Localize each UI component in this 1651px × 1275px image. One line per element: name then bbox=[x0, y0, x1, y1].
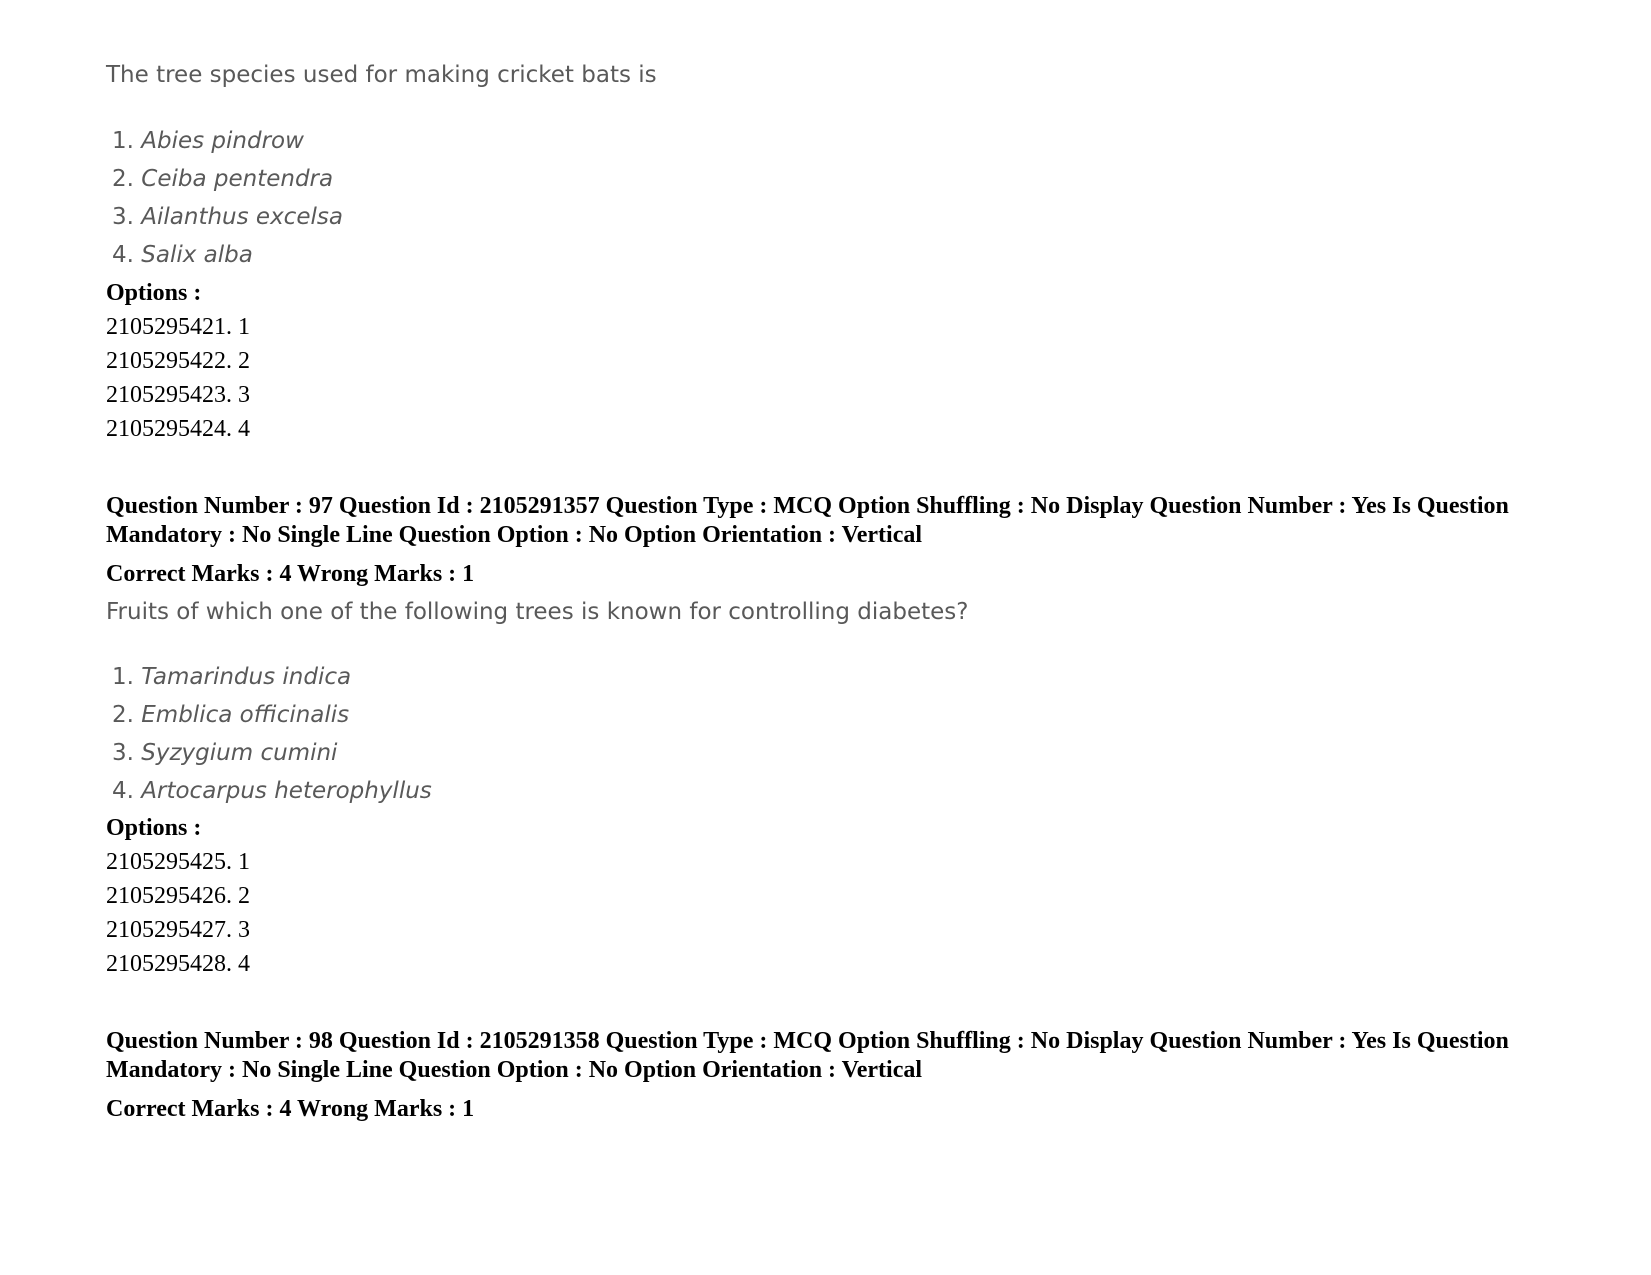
option-line: 2105295426. 2 bbox=[106, 883, 250, 909]
question-marks-97: Correct Marks : 4 Wrong Marks : 1 bbox=[106, 561, 475, 587]
choice-item: 3. Syzygium cumini bbox=[112, 740, 338, 766]
option-line: 2105295422. 2 bbox=[106, 348, 250, 374]
option-line: 2105295427. 3 bbox=[106, 917, 250, 943]
question-meta-98: Question Number : 98 Question Id : 2105291358 Question Type : MCQ Option Shuffling : No Display Question Number : Yes Is Question Mandatory : No Single Line Question Option : No Option Orientation : Vertical bbox=[106, 1028, 1509, 1083]
options-label-97: Options : bbox=[106, 815, 202, 841]
choice-list-97 bbox=[106, 658, 432, 810]
option-line: 2105295423. 3 bbox=[106, 382, 250, 408]
question-text-1: The tree species used for making cricket bats is bbox=[106, 62, 657, 88]
choice-list-1 bbox=[106, 122, 343, 274]
question-marks-98: Correct Marks : 4 Wrong Marks : 1 bbox=[106, 1096, 475, 1122]
options-label-1: Options : bbox=[106, 280, 202, 306]
option-line: 2105295425. 1 bbox=[106, 849, 250, 875]
choice-item: 4. Salix alba bbox=[112, 242, 253, 268]
choice-item: 1. Tamarindus indica bbox=[112, 664, 352, 690]
question-text-97: Fruits of which one of the following trees is known for controlling diabetes? bbox=[106, 599, 969, 625]
choice-item: 2. Emblica officinalis bbox=[112, 702, 350, 728]
choice-item: 3. Ailanthus excelsa bbox=[112, 204, 343, 230]
choice-item: 2. Ceiba pentendra bbox=[112, 166, 334, 192]
options-list-1 bbox=[106, 310, 250, 446]
options-list-97 bbox=[106, 845, 250, 981]
question-meta-97: Question Number : 97 Question Id : 2105291357 Question Type : MCQ Option Shuffling : No Display Question Number : Yes Is Question Mandatory : No Single Line Question Option : No Option Orientation : Vertical bbox=[106, 493, 1509, 548]
choice-item: 1. Abies pindrow bbox=[112, 128, 304, 154]
option-line: 2105295424. 4 bbox=[106, 416, 250, 442]
option-line: 2105295428. 4 bbox=[106, 951, 250, 977]
choice-item: 4. Artocarpus heterophyllus bbox=[112, 778, 432, 804]
option-line: 2105295421. 1 bbox=[106, 314, 250, 340]
